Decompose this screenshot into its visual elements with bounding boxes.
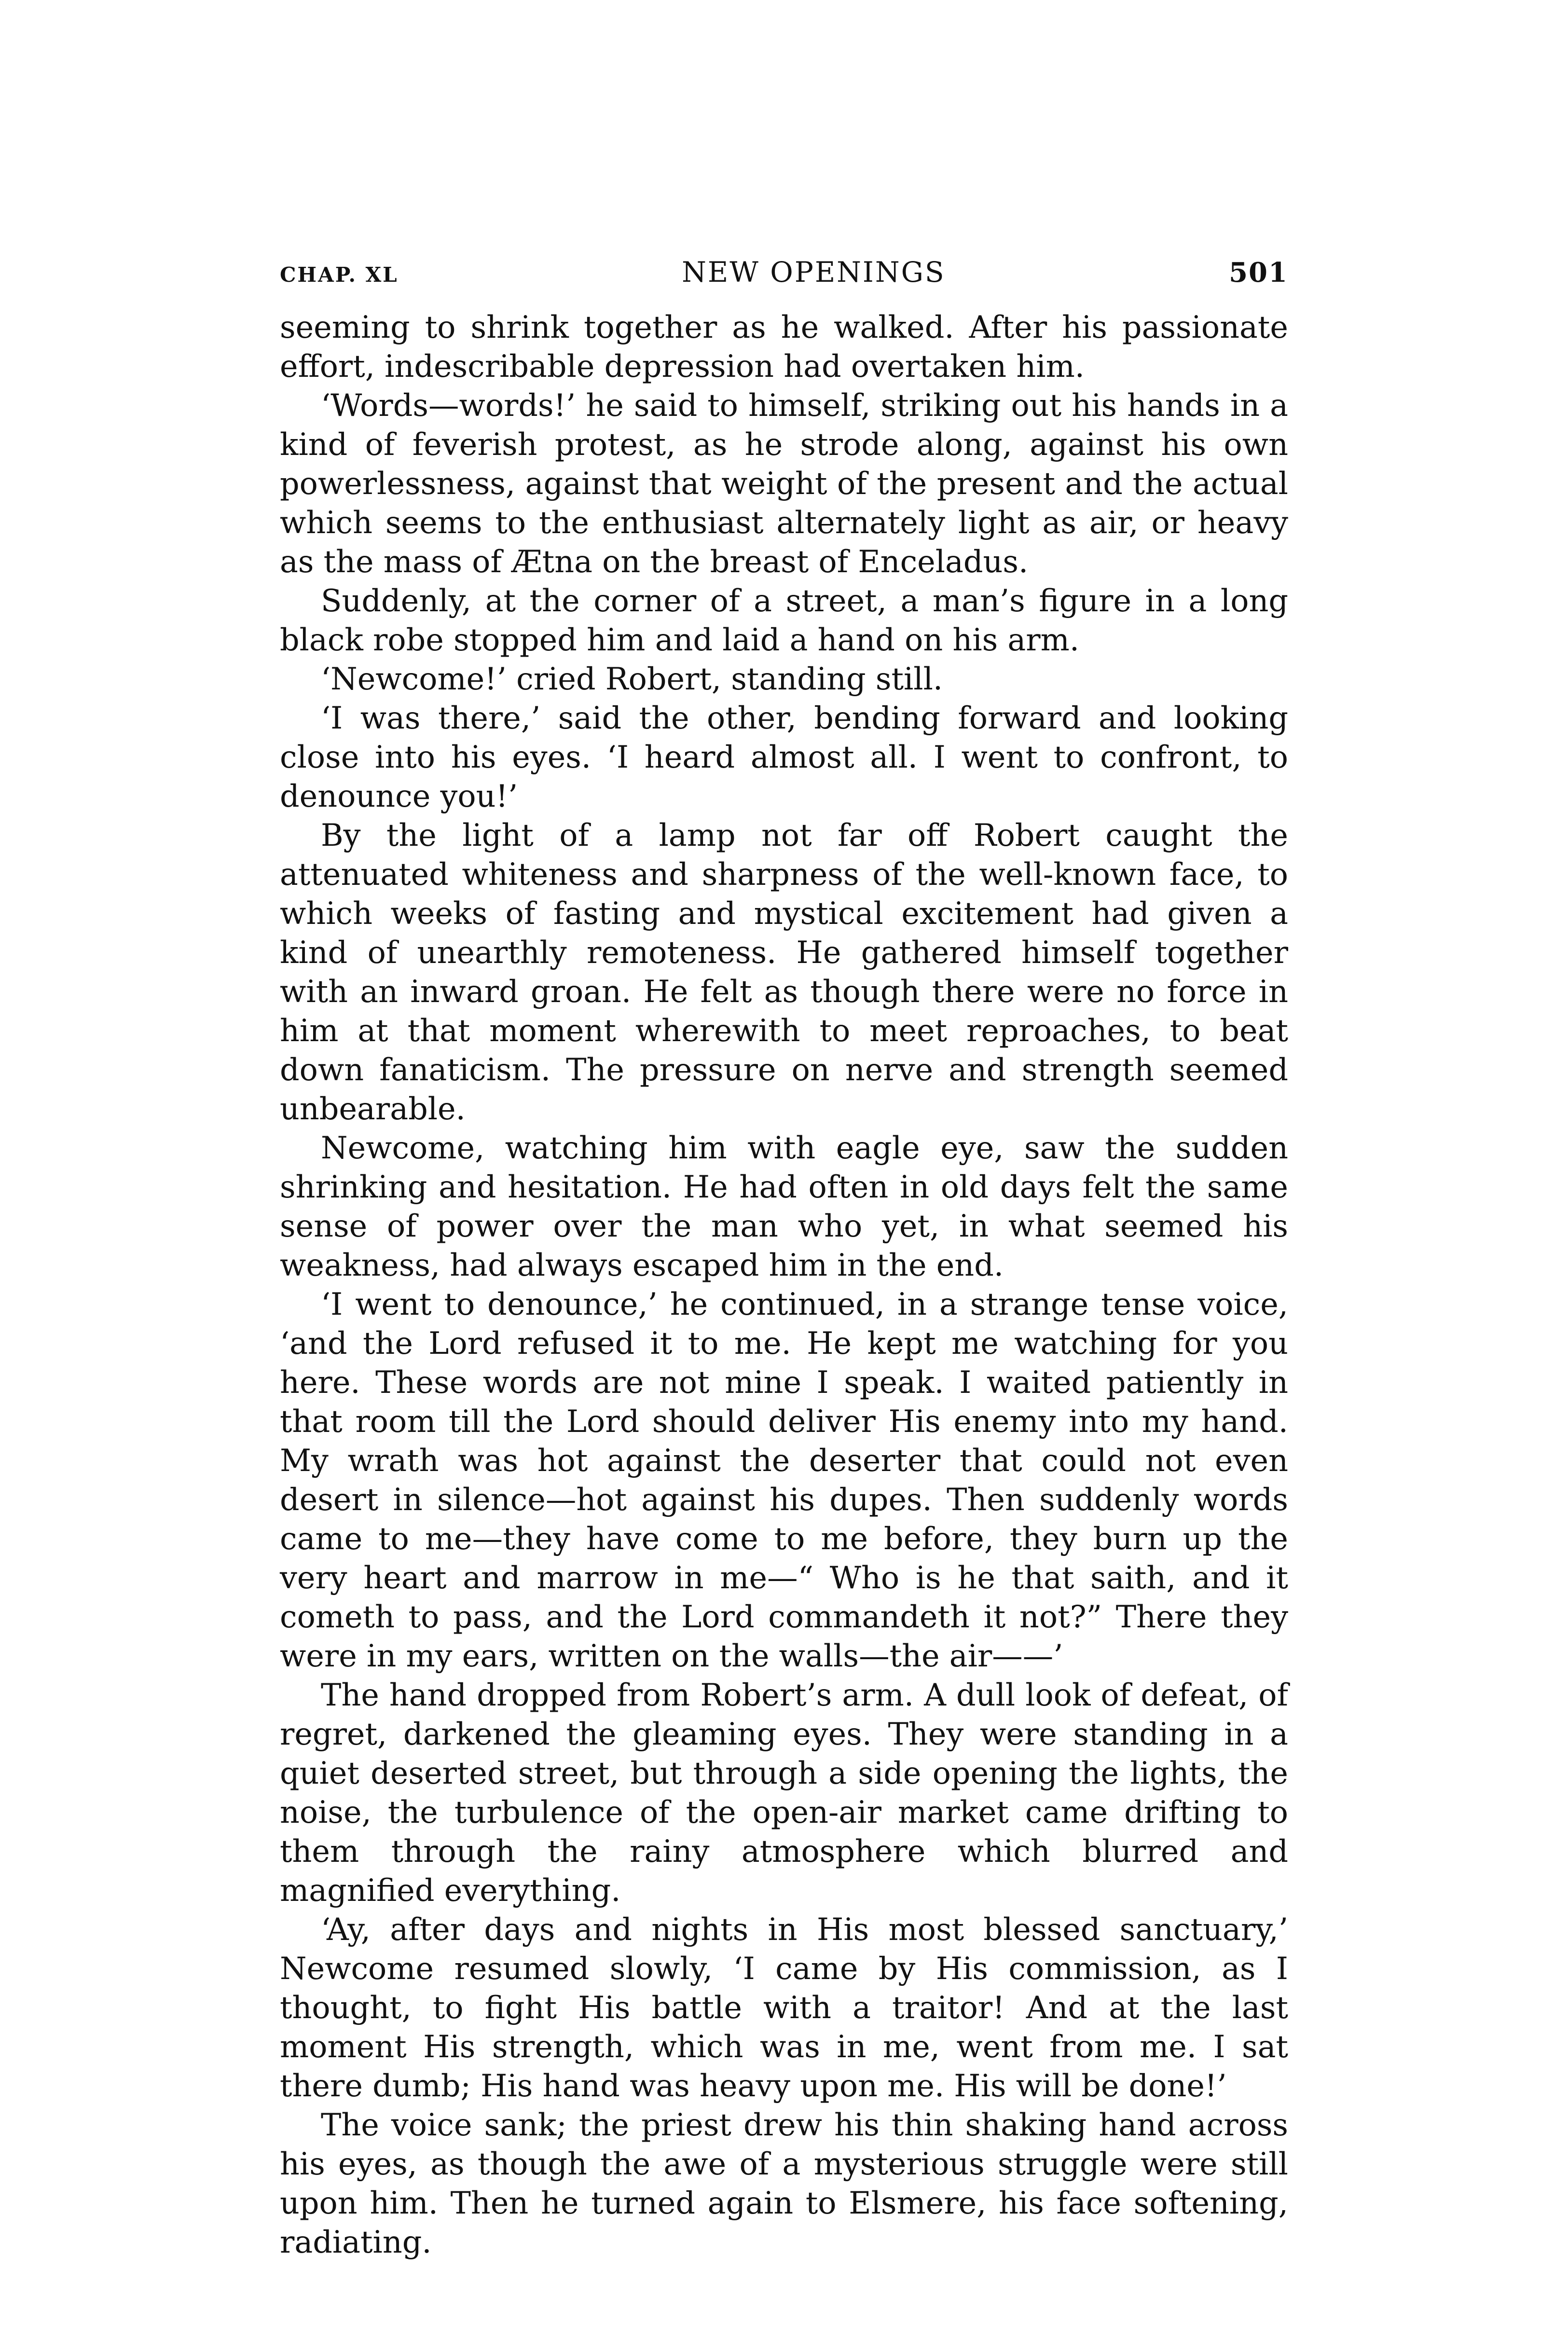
book-page: [280, 256, 1288, 2262]
chapter-label: CHAP. XL: [280, 263, 399, 287]
paragraph: ‘Ay, after days and nights in His most blessed sanctuary,’ Newcome resumed slowly, ‘I came by His commission, as I thought, to fight His battle with a traitor! And at the last moment His strength, which was in me, went from me. I sat there dumb; His hand was heavy upon me. His will be done!’: [280, 1912, 1288, 2104]
paragraph: seeming to shrink together as he walked. After his passionate effort, indescribable depression had overtaken him.: [280, 309, 1288, 384]
body-text: [280, 308, 1288, 2262]
paragraph: The voice sank; the priest drew his thin shaking hand across his eyes, as though the awe of a mysterious struggle were still upon him. Then he turned again to Elsmere, his face softening, radiating.: [280, 2107, 1288, 2260]
paragraph: By the light of a lamp not far off Robert caught the attenuated whiteness and sharpness of the well-known face, to which weeks of fasting and mystical excitement had given a kind of unearthly remoteness. He gathered himself together with an inward groan. He felt as though there were no force in him at that moment wherewith to meet reproaches, to beat down fanaticism. The pressure on nerve and strength seemed unbearable.: [280, 817, 1288, 1127]
paragraph: The hand dropped from Robert’s arm. A dull look of defeat, of regret, darkened the gleaming eyes. They were standing in a quiet deserted street, but through a side opening the lights, the noise, the turbulence of the open-air market came drifting to them through the rainy atmosphere which blurred and magnified everything.: [280, 1677, 1288, 1908]
running-head: [280, 256, 1288, 289]
paragraph: ‘Words—words!’ he said to himself, striking out his hands in a kind of feverish protest, as he strode along, against his own powerlessness, against that weight of the present and the actual which seems to the enthusiast alternately light as air, or heavy as the mass of Ætna on the breast of Enceladus.: [280, 387, 1288, 579]
paragraph: Suddenly, at the corner of a street, a man’s figure in a long black robe stopped him and laid a hand on his arm.: [280, 583, 1288, 658]
paragraph: ‘I went to denounce,’ he continued, in a strange tense voice, ‘and the Lord refused it to me. He kept me watching for you here. These words are not mine I speak. I waited patiently in that room till the Lord should deliver His enemy into my hand. My wrath was hot against the deserter that could not even desert in silence—hot against his dupes. Then suddenly words came to me—they have come to me before, they burn up the very heart and marrow in me—“ Who is he that saith, and it cometh to pass, and the Lord commandeth it not?” There they were in my ears, written on the walls—the air——’: [280, 1286, 1288, 1674]
paragraph: ‘Newcome!’ cried Robert, standing still.: [321, 661, 943, 697]
paragraph: ‘I was there,’ said the other, bending forward and looking close into his eyes. ‘I heard almost all. I went to confront, to denounce you!’: [280, 700, 1288, 814]
paragraph: Newcome, watching him with eagle eye, saw the sudden shrinking and hesitation. He had often in old days felt the same sense of power over the man who yet, in what seemed his weakness, had always escaped him in the end.: [280, 1130, 1288, 1283]
page-number: 501: [1229, 257, 1288, 289]
chapter-title: NEW OPENINGS: [682, 256, 946, 289]
